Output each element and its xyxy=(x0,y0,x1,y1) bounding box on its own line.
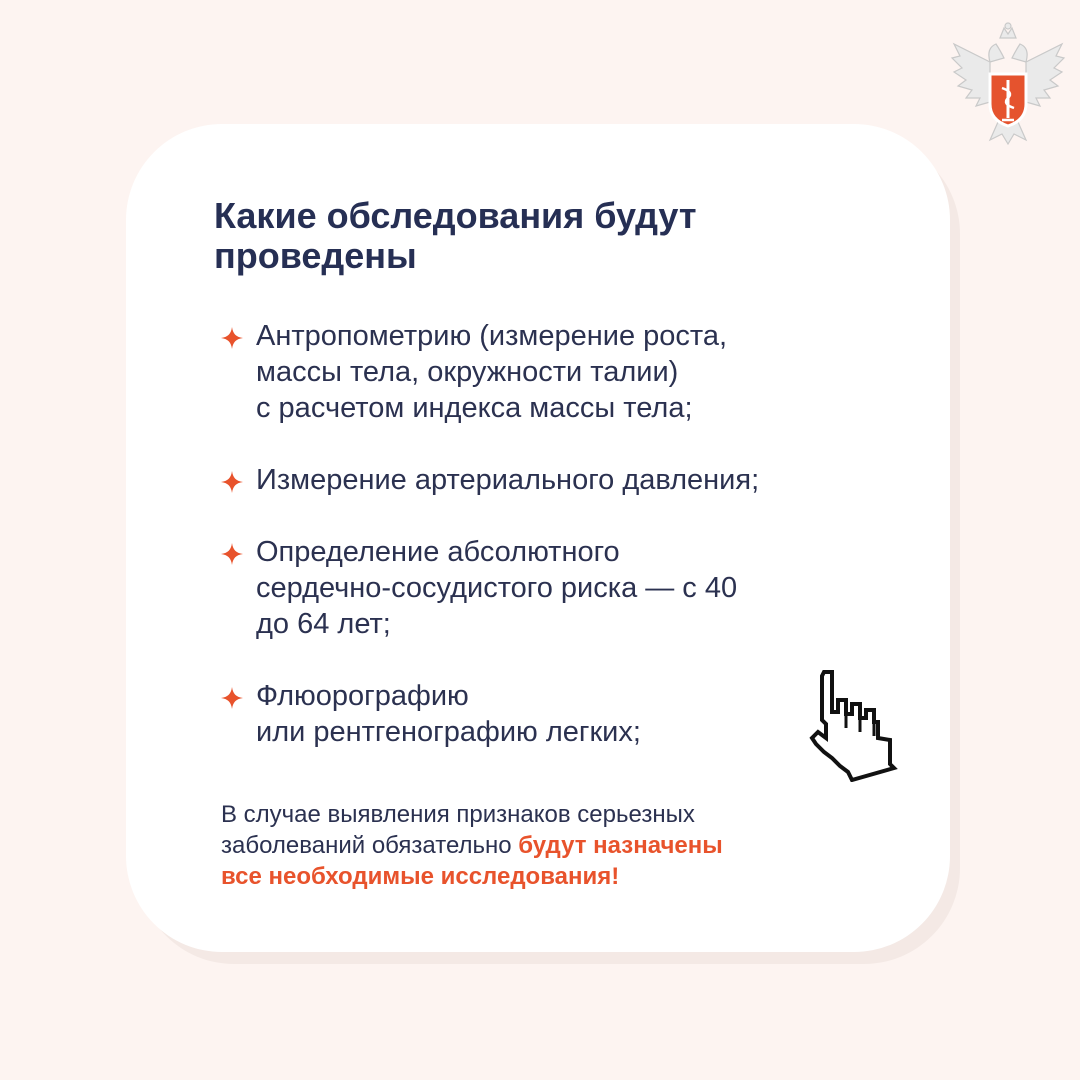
note-paragraph xyxy=(221,799,881,892)
eagle-emblem-icon xyxy=(950,22,1066,146)
title-line: Какие обследования будут xyxy=(214,195,697,236)
title-line: проведены xyxy=(214,235,417,276)
note-accent-line: все необходимые исследования! xyxy=(221,863,620,890)
page-title xyxy=(214,196,834,276)
list-item xyxy=(220,462,860,498)
note-accent-text: будут назначены xyxy=(518,832,723,859)
list-item-line: или рентгенографию легких; xyxy=(256,716,641,748)
note-line xyxy=(221,830,881,861)
note-text: заболеваний обязательно xyxy=(221,832,519,859)
list-item-line: массы тела, окружности талии) xyxy=(256,356,679,388)
list-item-line: Флюорографию xyxy=(256,680,469,712)
list-item-line: до 64 лет; xyxy=(256,608,391,640)
four-point-star-bullet-icon xyxy=(220,542,244,566)
examinations-list xyxy=(220,318,860,786)
list-item-line: сердечно-сосудистого риска — с 40 xyxy=(256,572,738,604)
list-item xyxy=(220,318,860,426)
list-item-line: Антропометрию (измерение роста, xyxy=(256,320,728,352)
pointing-hand-cursor-icon xyxy=(804,668,904,782)
list-item xyxy=(220,534,860,642)
four-point-star-bullet-icon xyxy=(220,686,244,710)
four-point-star-bullet-icon xyxy=(220,470,244,494)
list-item xyxy=(220,678,860,750)
list-item-line: Измерение артериального давления; xyxy=(256,464,760,496)
note-line: В случае выявления признаков серьезных xyxy=(221,801,695,828)
four-point-star-bullet-icon xyxy=(220,326,244,350)
list-item-line: Определение абсолютного xyxy=(256,536,620,568)
list-item-line: с расчетом индекса массы тела; xyxy=(256,392,693,424)
